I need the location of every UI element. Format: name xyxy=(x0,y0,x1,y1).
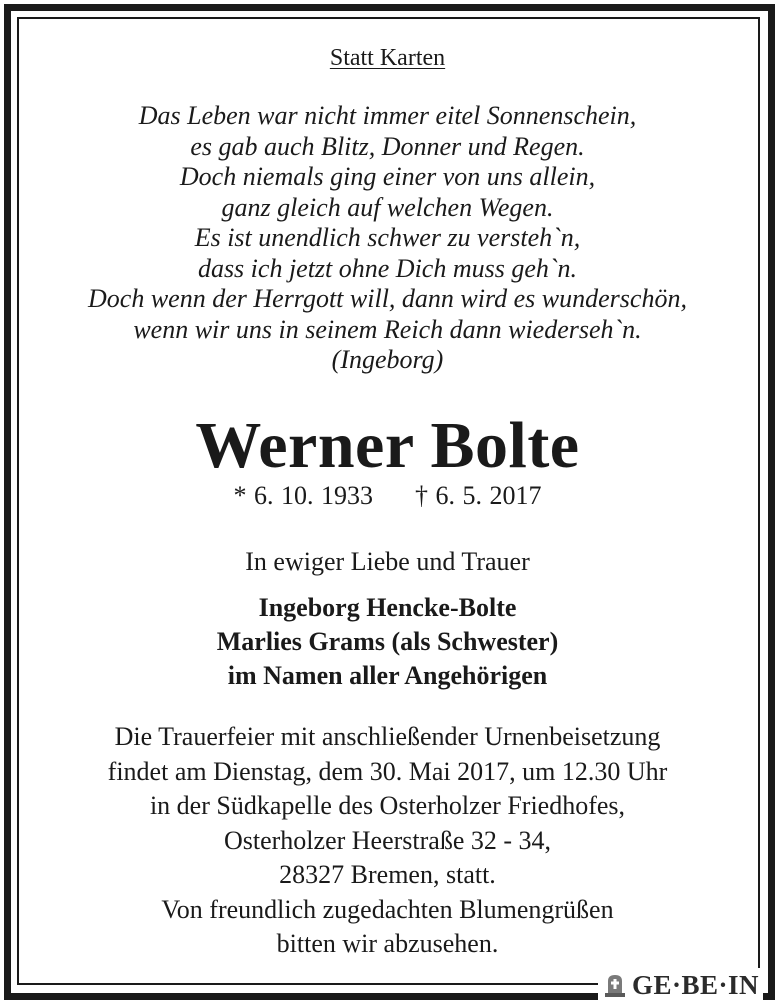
poem-line: Das Leben war nicht immer eitel Sonnenschein, xyxy=(138,101,637,130)
flowers-line: bitten wir abzusehen. xyxy=(276,929,499,958)
gravestone-icon xyxy=(604,973,626,997)
poem-line: wenn wir uns in seinem Reich dann wiederseh`n. xyxy=(133,314,642,344)
flowers-note xyxy=(20,893,755,961)
flowers-line: Von freundlich zugedachten Blumengrüßen xyxy=(161,895,614,924)
poem xyxy=(20,101,755,376)
poem-line: dass ich jetzt ohne Dich muss geh`n. xyxy=(197,253,578,283)
deceased-name: Werner Bolte xyxy=(195,409,580,482)
heading: Statt Karten xyxy=(329,45,446,71)
mourner-name: Marlies Grams (als Schwester) xyxy=(216,627,559,656)
service-line: Die Trauerfeier mit anschließender Urnenbeisetzung xyxy=(114,722,661,751)
service-line: 28327 Bremen, statt. xyxy=(279,860,496,889)
poem-author: (Ingeborg) xyxy=(331,345,444,374)
poem-line: ganz gleich auf welchen Wegen. xyxy=(221,192,554,222)
mourner-name: Ingeborg Hencke-Bolte xyxy=(258,593,517,622)
gebein-logo xyxy=(598,968,763,1000)
poem-line: Doch wenn der Herrgott will, dann wird es wunderschön, xyxy=(88,284,687,313)
service-line: in der Südkapelle des Osterholzer Friedhofes, xyxy=(149,791,626,820)
mourner-name: im Namen aller Angehörigen xyxy=(227,661,548,690)
service-line: findet am Dienstag, dem 30. Mai 2017, um 12.30 Uhr xyxy=(107,756,668,786)
birth-date: * 6. 10. 1933 xyxy=(233,481,373,510)
death-date: † 6. 5. 2017 xyxy=(415,481,542,510)
poem-line: Doch niemals ging einer von uns allein, xyxy=(179,162,596,191)
poem-line: es gab auch Blitz, Donner und Regen. xyxy=(190,131,585,161)
life-dates xyxy=(20,481,755,511)
mourning-line: In ewiger Liebe und Trauer xyxy=(245,547,530,576)
service-info xyxy=(20,720,755,893)
poem-line: Es ist unendlich schwer zu versteh`n, xyxy=(194,223,581,252)
mourners xyxy=(20,591,755,693)
service-line: Osterholzer Heerstraße 32 - 34, xyxy=(223,825,552,855)
logo-text: GE·BE·IN xyxy=(631,969,759,1000)
